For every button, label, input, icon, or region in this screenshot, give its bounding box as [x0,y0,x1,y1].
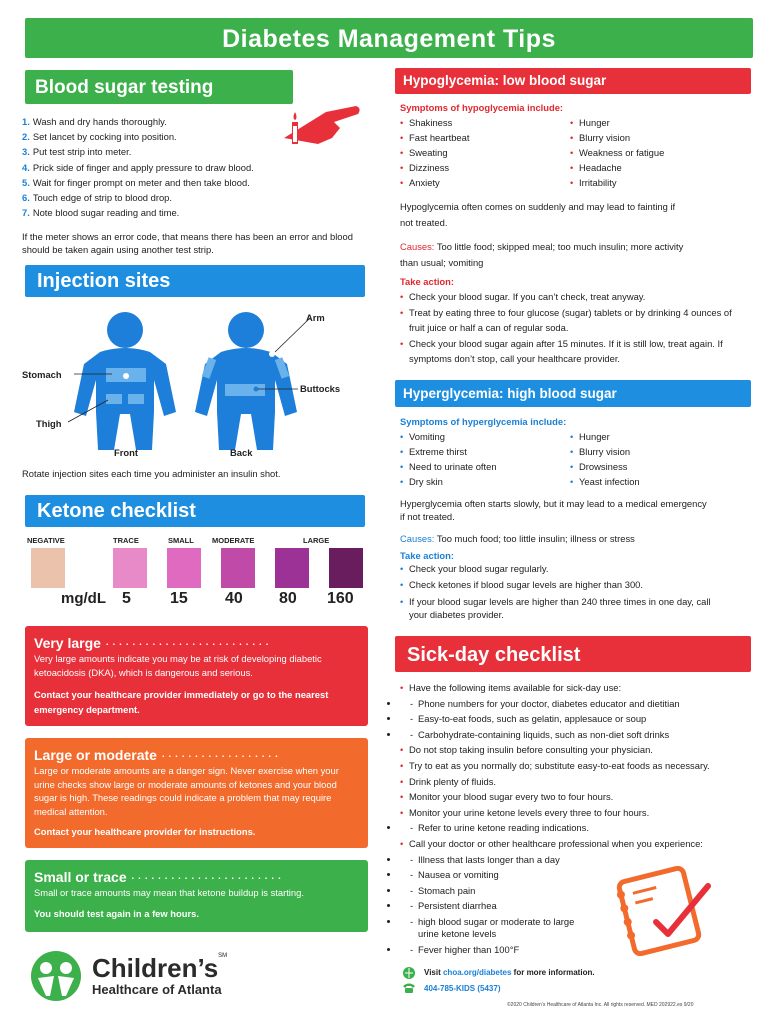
ketone-swatch [31,548,65,588]
list-item: • Monitor your blood sugar every two to four hours. [400,789,750,805]
ketone-value: 15 [170,590,188,607]
ketone-level-large: LARGE [303,536,330,545]
small-trace-box [25,860,368,932]
blood-sugar-steps [22,114,322,220]
hypo-action-label: Take action: [400,276,455,287]
hyper-symptoms-list [400,429,750,489]
large-moderate-heading: Large or moderate ·················· [34,747,281,763]
list-item: • Treat by eating three to four glucose (sugar) tablets or by drinking 4 ounces of fruit juice or half a can of regular soda. [400,305,740,336]
page-title: Diabetes Management Tips [25,18,753,58]
list-item: • Try to eat as you normally do; substitute easy-to-eat foods as necessary. [400,758,750,774]
checklist-icon [612,860,722,956]
label-stomach: Stomach [22,369,62,380]
very-large-action: Contact your healthcare provider immediately or go to the nearest emergency department. [34,689,329,715]
list-item: - • Easy-to-eat foods, such as gelatin, applesauce or soup [400,711,750,727]
logo-main: Children’s [92,953,219,983]
phone-number[interactable]: 404-785-KIDS (5437) [424,984,501,993]
ketone-level-trace: TRACE [113,536,139,545]
large-moderate-box [25,738,368,848]
visit-text: Visit choa.org/diabetes for more information. [424,968,595,977]
ketone-swatch [221,548,255,588]
blood-sugar-heading: Blood sugar testing [25,70,293,104]
hypo-symptoms-label: Symptoms of hypoglycemia include: [400,102,564,113]
list-item: • Do not stop taking insulin before consulting your physician. [400,742,750,758]
ketone-swatch [167,548,201,588]
very-large-heading: Very large ························· [34,635,272,651]
list-item: • Check your blood sugar. If you can’t check, treat anyway. [400,289,740,305]
body-figures-illustration [20,302,365,462]
hyper-symptoms-label: Symptoms of hyperglycemia include: [400,416,567,427]
list-item: • Check ketones if blood sugar levels are higher than 300. [400,577,730,593]
list-item: - • Phone numbers for your doctor, diabetes educator and dietitian [400,696,750,712]
list-item: • If your blood sugar levels are higher than 240 three times in one day, call your diabetes provider. [400,596,730,621]
list-item: • Blurry vision [570,444,740,459]
large-moderate-body: Large or moderate amounts are a danger sign. Never exercise when your urine checks show large or moderate amounts of ketones and your blood sugar is high. These readings could indicate a problem that may require medical attention. [34,765,339,817]
list-item: • Have the following items available for sick-day use: [400,680,750,696]
sick-call [400,836,750,852]
ketone-level-moderate: MODERATE [212,536,255,545]
small-trace-action: You should test again in a few hours. [34,907,199,919]
list-item: • Fast heartbeat [400,130,570,145]
list-item: • Check your blood sugar again after 15 minutes. If it is still low, treat again. If symptoms don’t stop, call your healthcare provider. [400,336,740,367]
list-item: - • Nausea or vomiting [400,867,590,883]
list-item: • Drink plenty of fluids. [400,774,750,790]
ketone-value: 80 [279,590,297,607]
visit-link[interactable]: choa.org/diabetes [442,968,512,977]
ketone-swatch [275,548,309,588]
list-item: • Dizziness [400,160,570,175]
injection-note: Rotate injection sites each time you administer an insulin shot. [22,468,281,479]
sick-items [400,742,750,820]
hyper-heading: Hyperglycemia: high blood sugar [395,380,751,407]
list-item: • Hunger [570,115,740,130]
list-item: 5. Wait for finger prompt on meter and then take blood. [22,176,250,188]
label-front: Front [114,447,138,458]
hypo-actions [400,289,740,367]
copyright: ©2020 Children’s Healthcare of Atlanta Inc. All rights reserved. MED 202922.es 9/20 [507,1002,694,1008]
list-item: 1. Wash and dry hands thoroughly. [22,116,167,127]
hypo-section [400,100,750,367]
logo-wordmark [92,953,227,997]
list-item: • Hunger [570,429,740,444]
hyper-action-label: Take action: [400,550,455,561]
ketone-level-small: SMALL [168,536,194,545]
list-item: • Anxiety [400,175,570,190]
list-item: • Sweating [400,145,570,160]
list-item: - • Fever higher than 100°F [400,942,590,958]
label-thigh: Thigh [36,418,62,429]
list-item: 3. Put test strip into meter. [22,146,132,158]
list-item: • Headache [570,160,740,175]
hypo-symptoms-list [400,115,750,190]
list-item: - • Refer to urine ketone reading indications. [400,820,750,836]
list-item: • Monitor your urine ketone levels every three to four hours. [400,805,750,821]
ketone-unit: mg/dL [61,590,106,607]
hypo-note: Hypoglycemia often comes on suddenly and may lead to fainting if not treated. [400,201,676,228]
list-item: • Call your doctor or other healthcare professional when you experience: [400,836,750,852]
web-icon [402,966,416,980]
large-moderate-action: Contact your healthcare provider for instructions. [34,826,256,837]
list-item: 4. Prick side of finger and apply pressure to draw blood. [22,161,254,173]
list-item: • Drowsiness [570,459,740,474]
label-back: Back [230,447,253,458]
list-item: • Dry skin [400,474,570,489]
blood-sugar-note: If the meter shows an error code, that means there has been an error and blood should be taken again using another test strip. [22,231,353,255]
list-item: • Need to urinate often [400,459,570,474]
hypo-causes: Causes: Too little food; skipped meal; too much insulin; more activity than usual; vomiting [400,241,684,268]
list-item: • Irritability [570,175,740,190]
small-trace-heading: Small or trace ······················· [34,869,284,885]
list-item: - • high blood sugar or moderate to large urine ketone levels [400,916,590,940]
hyper-causes: Causes: Too much food; too little insulin; illness or stress [400,533,635,544]
sick-have [400,680,750,696]
list-item: 6. Touch edge of strip to blood drop. [22,192,172,204]
hyper-section [400,414,750,621]
label-arm: Arm [306,312,325,323]
list-item: • Check your blood sugar regularly. [400,561,730,577]
list-item: • Blurry vision [570,130,740,145]
hyper-note: Hyperglycemia often starts slowly, but it may lead to a medical emergency if not treated. [400,498,707,522]
phone-icon [402,982,416,994]
list-item: • Extreme thirst [400,444,570,459]
list-item: 2. Set lancet by cocking into position. [22,131,177,143]
ketone-value: 160 [327,590,354,607]
very-large-body: Very large amounts indicate you may be at risk of developing diabetic ketoacidosis (DKA), which is dangerous and serious. [34,653,322,678]
list-item: - • Illness that lasts longer than a day [400,852,590,868]
sick-heading: Sick-day checklist [395,636,751,672]
childrens-logo-figures [26,950,86,1002]
sick-ketone-sub [400,820,750,836]
sick-have-items [400,696,750,743]
ketone-swatch [113,548,147,588]
ketone-level-negative: NEGATIVE [27,536,65,545]
list-item: • Shakiness [400,115,570,130]
injection-heading: Injection sites [25,265,365,297]
ketone-value: 5 [122,590,131,607]
logo-sub: Healthcare of Atlanta [92,982,222,997]
list-item: • Yeast infection [570,474,740,489]
logo-sm: SM [218,953,228,959]
list-item: - • Stomach pain [400,883,590,899]
sick-call-items [400,852,590,958]
list-item: - • Persistent diarrhea [400,898,590,914]
ketone-swatch [329,548,363,588]
very-large-box [25,626,368,726]
list-item: • Vomiting [400,429,570,444]
list-item: - • Carbohydrate-containing liquids, such as non-diet soft drinks [400,727,750,743]
small-trace-body: Small or trace amounts may mean that ketone buildup is starting. [34,887,304,898]
hyper-actions [400,561,730,621]
hypo-heading: Hypoglycemia: low blood sugar [395,68,751,94]
ketone-heading: Ketone checklist [25,495,365,527]
list-item: 7. Note blood sugar reading and time. [22,207,180,219]
label-buttocks: Buttocks [300,383,341,394]
ketone-value: 40 [225,590,243,607]
list-item: • Weakness or fatigue [570,145,740,160]
